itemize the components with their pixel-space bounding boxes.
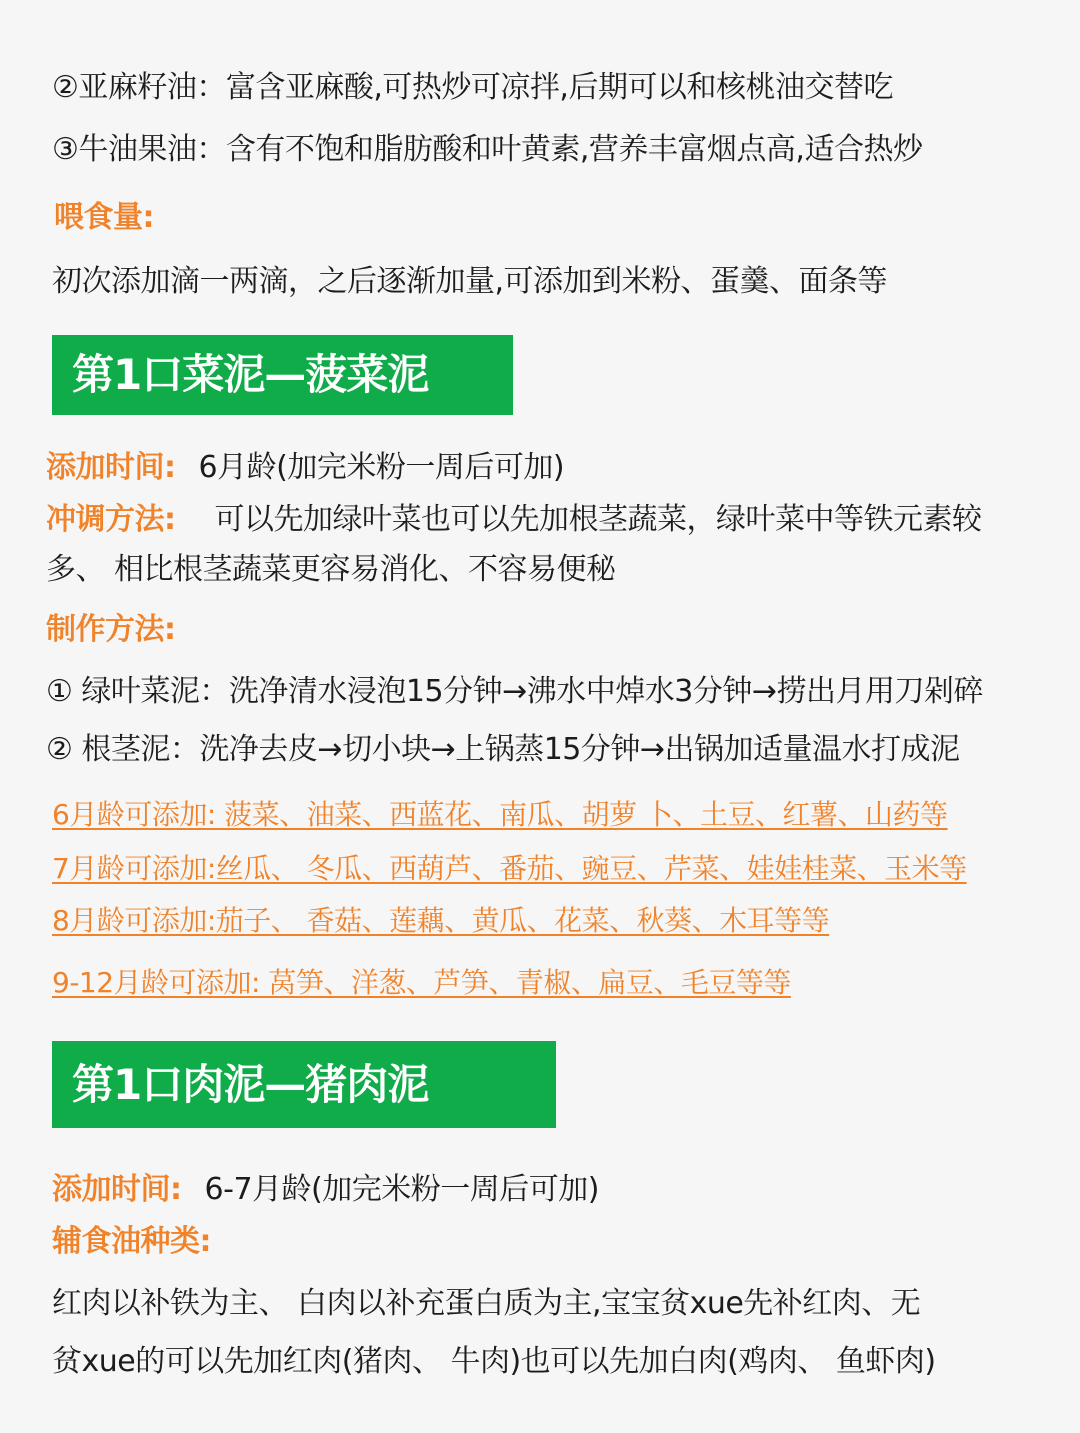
meat-add-time	[52, 1170, 599, 1210]
veg-step-2: ② 根茎泥：洗净去皮→切小块→上锅蒸15分钟→出锅加适量温水打成泥	[46, 732, 960, 767]
veg-mix-method	[46, 500, 982, 540]
feeding-label: 喂食量:	[54, 200, 154, 235]
meat-add-time-value: 6-7月龄(加完米粉一周后可加)	[204, 1172, 599, 1207]
meat-text-2: 贫xue的可以先加红肉(猪肉、 牛肉)也可以先加白肉(鸡肉、 鱼虾肉)	[52, 1344, 936, 1379]
veg-add-time	[46, 448, 564, 488]
meat-section-banner: 第1口肉泥—猪肉泥	[52, 1041, 556, 1128]
veg-mix-label: 冲调方法:	[46, 502, 176, 537]
oil-item-avocado: ③牛油果油：含有不饱和脂肪酸和叶黄素,营养丰富烟点高,适合热炒	[52, 132, 923, 167]
feeding-text: 初次添加滴一两滴，之后逐渐加量,可添加到米粉、蛋羹、面条等	[52, 264, 888, 299]
veg-list-9-12m[interactable]: 9-12月龄可添加: 莴笋、洋葱、芦笋、青椒、扁豆、毛豆等等	[52, 966, 791, 999]
veg-mix-text-2: 多、 相比根茎蔬菜更容易消化、不容易便秘	[46, 552, 616, 587]
meat-text-1: 红肉以补铁为主、 白肉以补充蛋白质为主,宝宝贫xue先补红肉、无	[52, 1286, 921, 1321]
veg-list-6m[interactable]: 6月龄可添加: 菠菜、油菜、西蓝花、南瓜、胡萝 卜、土豆、红薯、山药等	[52, 798, 948, 831]
oil-item-flaxseed: ②亚麻籽油：富含亚麻酸,可热炒可凉拌,后期可以和核桃油交替吃	[52, 70, 893, 105]
veg-mix-text-1: 可以先加绿叶菜也可以先加根茎蔬菜，绿叶菜中等铁元素较	[214, 502, 982, 537]
veg-list-7m[interactable]: 7月龄可添加:丝瓜、 冬瓜、西葫芦、番茄、豌豆、芹菜、娃娃桂菜、玉米等	[52, 852, 967, 885]
veg-list-8m[interactable]: 8月龄可添加:茄子、 香菇、莲藕、黄瓜、花菜、秋葵、木耳等等	[52, 904, 830, 937]
veg-make-label: 制作方法:	[46, 612, 176, 647]
meat-oil-label: 辅食油种类:	[52, 1224, 211, 1259]
veg-section-banner: 第1口菜泥—菠菜泥	[52, 335, 513, 415]
veg-add-time-value: 6月龄(加完米粉一周后可加)	[198, 450, 565, 485]
veg-step-1: ① 绿叶菜泥：洗净清水浸泡15分钟→沸水中焯水3分钟→捞出月用刀剁碎	[46, 674, 983, 709]
meat-add-time-label: 添加时间:	[52, 1172, 182, 1207]
veg-add-time-label: 添加时间:	[46, 450, 176, 485]
